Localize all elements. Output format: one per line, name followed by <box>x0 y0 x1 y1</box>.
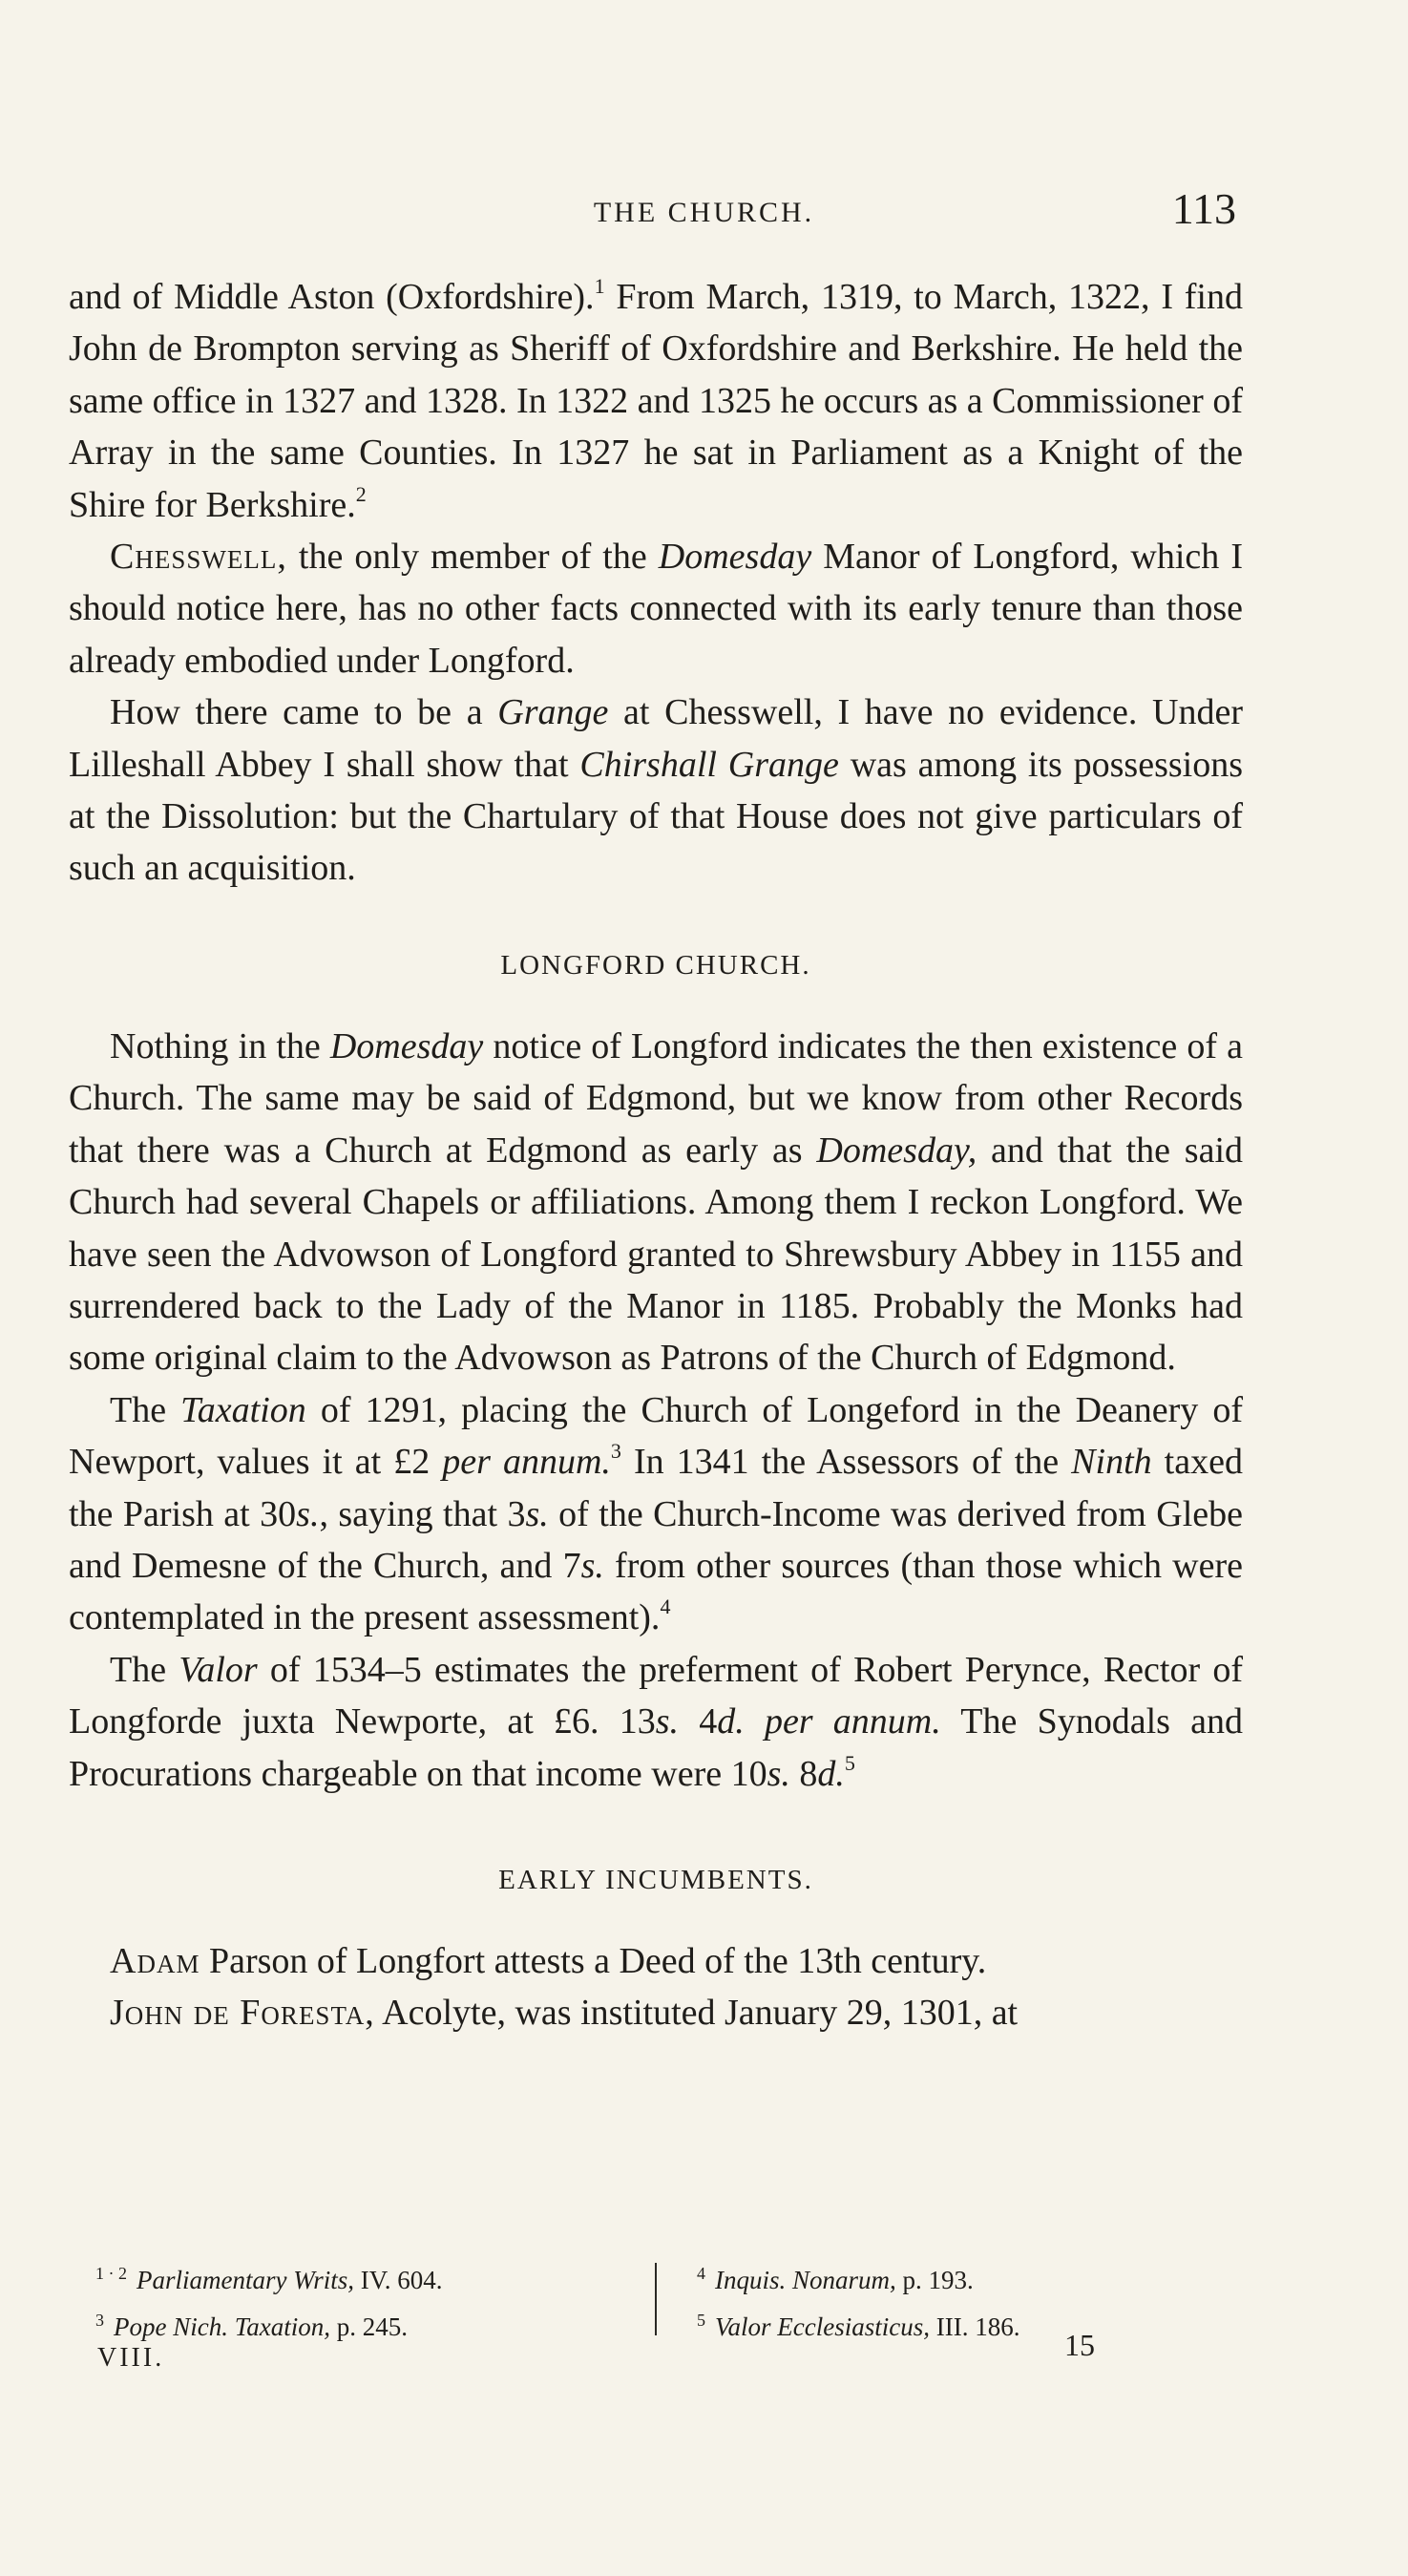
lead-name: John <box>110 1993 184 2034</box>
italic-run: s. <box>580 1545 604 1586</box>
footnote-divider <box>655 2263 657 2335</box>
text-run: , saying that 3 <box>319 1493 526 1534</box>
footnote-source: Inquis. Nonarum, <box>715 2266 896 2294</box>
italic-run: s. <box>767 1753 790 1794</box>
text-run: and that the said Church had several Chapels or affiliations. Among them I reckon Longford. We have seen the Advowson of Longford granted to Shrewsbury Abbey in 1155 and surrendered back to the Lady of the Manor in 1185. Probably the Monks had some original claim to the Advowson as Patrons of the Church of Edgmond. <box>69 1130 1244 1379</box>
text-run: was among its possessions at the Dissolution: but the Chartulary of that House does not give particulars of such an acquisition. <box>69 744 1243 889</box>
footnote-source: Valor Ecclesiasticus, <box>715 2312 930 2341</box>
italic-run: Ninth <box>1071 1442 1152 1483</box>
italic-run: Domesday <box>329 1025 484 1066</box>
text-run: How there came to be a <box>110 692 498 733</box>
footnotes-left <box>95 2253 630 2347</box>
footnote-source: Parliamentary Writs, <box>137 2266 354 2294</box>
text-run: 8 <box>789 1753 818 1794</box>
text-run: The <box>110 1649 179 1690</box>
footnote <box>697 2300 1212 2347</box>
paragraph-taxation <box>69 1384 1243 1644</box>
footnotes-right <box>697 2253 1212 2347</box>
footnote <box>95 2300 630 2347</box>
text-run: The Synodals and Procurations chargeable on that income were 10 <box>69 1701 1243 1794</box>
footnote <box>95 2253 630 2300</box>
lead-name: Chesswell, <box>110 537 287 578</box>
footnote-ref: 4 <box>660 1594 671 1619</box>
paragraph-chesswell <box>69 531 1243 686</box>
text-run: Manor of Longford, which I should notice here, has no other facts connected with its early tenure than those already embodied under Longford. <box>69 537 1243 681</box>
text-run: of 1534–5 estimates the preferment of Robert Perynce, Rector of Longforde juxta Newporte, at £6. 13 <box>69 1649 1243 1742</box>
text-run: at Chesswell, I have no evidence. Under Lilleshall Abbey I shall show that <box>69 692 1243 785</box>
text-run: notice of Longford indicates the then existence of a Church. The same may be said of Edgmond, but we know from other Records that there was a Church at Edgmond as early as <box>69 1025 1243 1171</box>
footnote-ref: 1 <box>594 274 605 298</box>
paragraph-grange <box>69 686 1243 895</box>
text-run: of 1291, placing the Church of Longeford in the Deanery of Newport, values it at £2 <box>69 1389 1244 1483</box>
italic-run: Grange <box>497 692 609 733</box>
footnotes <box>95 2253 1155 2397</box>
paragraph-valor <box>69 1644 1243 1800</box>
italic-run: per annum. <box>442 1442 611 1483</box>
footnote <box>697 2253 1212 2300</box>
paragraph-john-de-foresta <box>69 1987 1243 2038</box>
italic-run: Chirshall Grange <box>579 744 839 785</box>
text-run: and of Middle Aston (Oxfordshire). <box>69 277 595 317</box>
footnote-mark: 4 <box>697 2264 705 2283</box>
signature-mark: VIII. <box>97 2343 165 2373</box>
footnote-text: p. 245. <box>330 2312 408 2341</box>
section-heading-longford-church: LONGFORD CHURCH. <box>500 949 811 981</box>
italic-run: per annum. <box>764 1701 941 1742</box>
lead-name: Adam <box>110 1940 200 1981</box>
footnote-ref: 5 <box>844 1750 855 1775</box>
italic-run: s. <box>296 1493 320 1534</box>
footnote-text: IV. 604. <box>354 2266 443 2294</box>
paragraph-sheriff <box>69 271 1243 531</box>
italic-run: Domesday <box>658 537 812 578</box>
text-run: Parson of Longfort attests a Deed of the 13th century. <box>200 1940 987 1981</box>
lead-particle: de <box>183 1993 241 2034</box>
footnote-text: III. 186. <box>929 2312 1020 2341</box>
text-run: From March, 1319, to March, 1322, I find John de Brompton serving as Sheriff of Oxfordshire and Berkshire. He held the same office in 1327 and 1328. In 1322 and 1325 he occurs as a Commissioner of Array in the same Counties. In 1327 he sat in Parliament as a Knight of the Shire for Berkshire. <box>69 277 1243 525</box>
italic-run: d. <box>817 1753 845 1794</box>
text-run: the only member of the <box>286 537 659 578</box>
footnote-text: p. 193. <box>895 2266 974 2294</box>
text-run: taxed the Parish at 30 <box>69 1442 1243 1534</box>
lead-name: Foresta, <box>240 1993 375 2034</box>
page-number: 113 <box>1171 184 1236 233</box>
running-head <box>0 183 1408 241</box>
footnote-ref: 2 <box>355 481 367 506</box>
running-title: THE CHURCH. <box>593 197 815 228</box>
italic-run: s. <box>655 1701 679 1742</box>
section-heading-early-incumbents: EARLY INCUMBENTS. <box>498 1864 813 1895</box>
footnote-source: Pope Nich. Taxation, <box>114 2312 330 2341</box>
text-run: In 1341 the Assessors of the <box>620 1442 1072 1483</box>
italic-run: Valor <box>179 1649 258 1690</box>
text-run: from other sources (than those which were contemplated in the present assessment). <box>69 1545 1243 1638</box>
paragraph-adam <box>69 1935 1243 1987</box>
italic-run: Taxation <box>180 1389 306 1430</box>
italic-run: d. <box>717 1701 745 1742</box>
footnote-mark: 1 · 2 <box>95 2264 127 2283</box>
text-run: Acolyte, was instituted January 29, 1301, at <box>374 1993 1019 2034</box>
gathering-number: 15 <box>1064 2328 1095 2362</box>
italic-run: Domesday, <box>816 1130 977 1171</box>
text-run: The <box>110 1389 181 1430</box>
footnote-ref: 3 <box>610 1439 621 1464</box>
text-run: 4 <box>679 1701 718 1742</box>
paragraph-domesday <box>69 1021 1243 1384</box>
text-run <box>745 1701 765 1742</box>
italic-run: s. <box>525 1493 549 1534</box>
body-text <box>69 271 1243 2039</box>
text-run: Nothing in the <box>110 1025 330 1066</box>
footnote-mark: 3 <box>95 2311 104 2330</box>
text-run: of the Church-Income was derived from Glebe and Demesne of the Church, and 7 <box>69 1493 1243 1586</box>
footnote-mark: 5 <box>697 2311 705 2330</box>
